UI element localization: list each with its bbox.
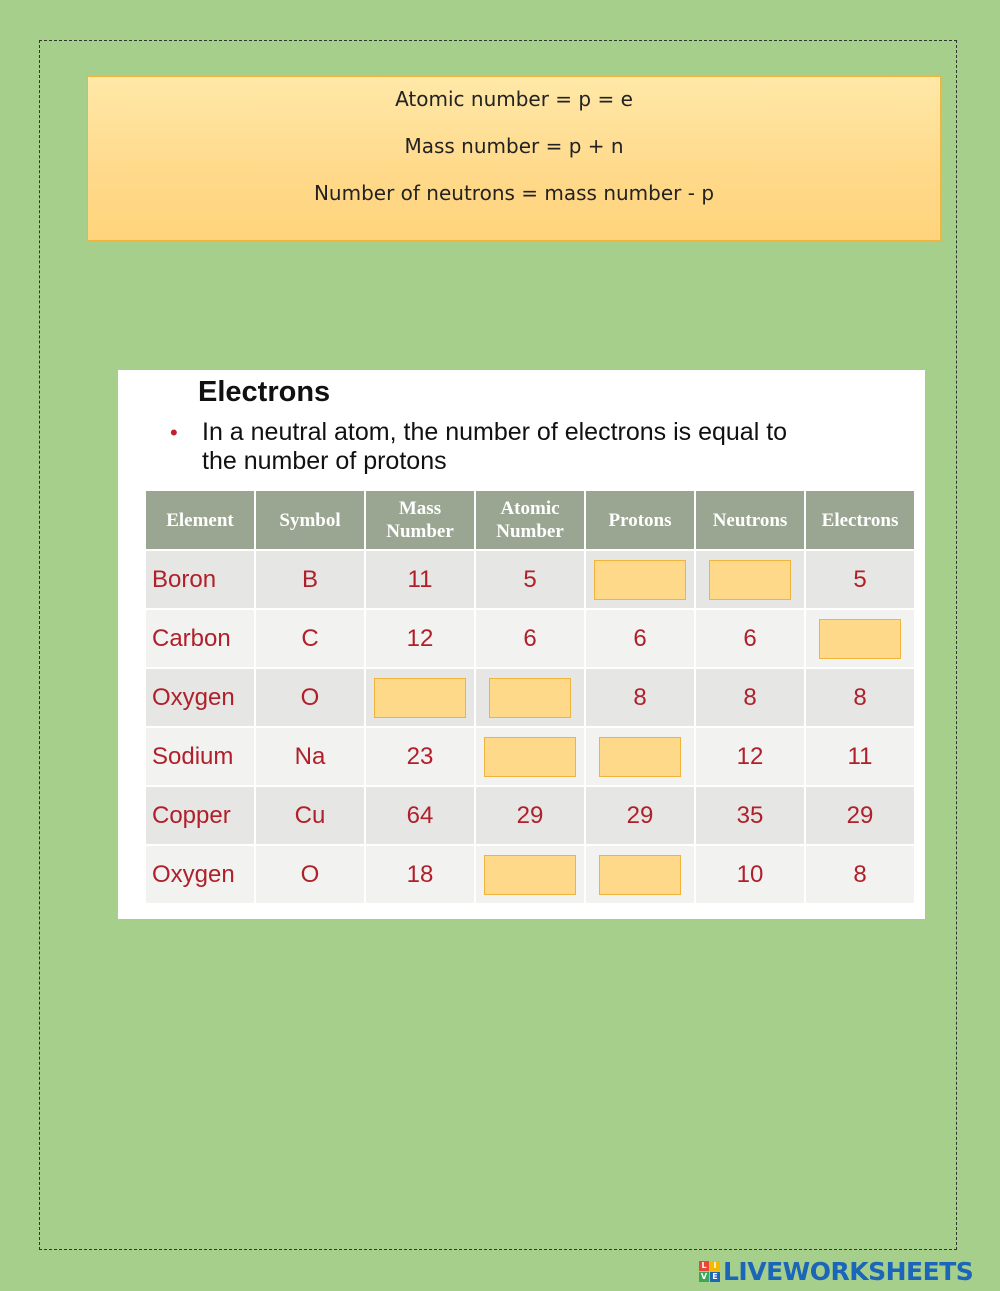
bullet-icon: •: [170, 420, 178, 445]
logo-mark-letter: E: [710, 1272, 720, 1282]
column-header: [585, 490, 695, 550]
cell-element: Carbon: [145, 609, 255, 668]
cell-atomic: 29: [475, 786, 585, 845]
logo-text: LIVEWORKSHEETS: [723, 1256, 974, 1286]
cell-mass: 11: [365, 550, 475, 609]
cell-symbol: Na: [255, 727, 365, 786]
answer-input-electrons[interactable]: [819, 619, 901, 659]
elements-table: [144, 489, 916, 905]
cell-atomic: [475, 845, 585, 904]
cell-neutrons: 6: [695, 609, 805, 668]
cell-protons: [585, 727, 695, 786]
answer-input-atomic[interactable]: [484, 855, 576, 895]
cell-symbol: Cu: [255, 786, 365, 845]
table-body: [145, 550, 915, 904]
formula-box: [87, 76, 941, 241]
table-row: [145, 845, 915, 904]
cell-electrons: 8: [805, 668, 915, 727]
column-header-line: Element: [166, 509, 234, 531]
column-header: [695, 490, 805, 550]
cell-protons: [585, 845, 695, 904]
formula-atomic-number: Atomic number = p = e: [395, 87, 633, 111]
table-row: [145, 786, 915, 845]
table-row: [145, 609, 915, 668]
answer-input-atomic[interactable]: [489, 678, 571, 718]
cell-symbol: C: [255, 609, 365, 668]
cell-mass: 12: [365, 609, 475, 668]
cell-element: Boron: [145, 550, 255, 609]
logo-mark-letter: I: [710, 1261, 720, 1271]
cell-element: Oxygen: [145, 845, 255, 904]
cell-element: Copper: [145, 786, 255, 845]
electrons-slide: [118, 370, 925, 919]
cell-atomic: [475, 727, 585, 786]
answer-input-protons[interactable]: [599, 855, 681, 895]
column-header: [145, 490, 255, 550]
answer-input-protons[interactable]: [599, 737, 681, 777]
cell-atomic: [475, 668, 585, 727]
logo-mark-icon: [699, 1261, 720, 1282]
column-header: [365, 490, 475, 550]
column-header-line: Number: [496, 521, 564, 542]
slide-title: Electrons: [198, 376, 331, 408]
cell-mass: [365, 668, 475, 727]
cell-electrons: 29: [805, 786, 915, 845]
slide-text: [202, 418, 902, 476]
cell-protons: 29: [585, 786, 695, 845]
cell-atomic: 6: [475, 609, 585, 668]
column-header: [255, 490, 365, 550]
cell-mass: 18: [365, 845, 475, 904]
cell-protons: [585, 550, 695, 609]
cell-electrons: 5: [805, 550, 915, 609]
answer-input-protons[interactable]: [594, 560, 686, 600]
cell-neutrons: 35: [695, 786, 805, 845]
formula-mass-number: Mass number = p + n: [404, 134, 624, 158]
column-header-line: Protons: [608, 509, 672, 531]
column-header-line: Mass: [398, 498, 442, 519]
formula-neutrons: Number of neutrons = mass number - p: [313, 181, 715, 205]
cell-atomic: 5: [475, 550, 585, 609]
column-header-line: Electrons: [821, 509, 899, 531]
cell-element: Sodium: [145, 727, 255, 786]
cell-mass: 64: [365, 786, 475, 845]
cell-mass: 23: [365, 727, 475, 786]
table-row: [145, 668, 915, 727]
logo-mark-letter: V: [700, 1272, 708, 1281]
cell-electrons: [805, 609, 915, 668]
column-header-line: Symbol: [279, 509, 341, 531]
slide-text-line-1: In a neutral atom, the number of electrons is equal to: [202, 418, 788, 446]
cell-neutrons: [695, 550, 805, 609]
column-header-line: Neutrons: [712, 509, 788, 531]
table-row: [145, 550, 915, 609]
cell-protons: 8: [585, 668, 695, 727]
column-header-line: Number: [386, 521, 454, 542]
cell-electrons: 8: [805, 845, 915, 904]
liveworksheets-logo: [699, 1256, 973, 1286]
cell-symbol: O: [255, 668, 365, 727]
slide-text-line-2: the number of protons: [202, 447, 447, 475]
column-header: [475, 490, 585, 550]
table-row: [145, 727, 915, 786]
column-header-line: Atomic: [500, 498, 560, 519]
answer-input-mass[interactable]: [374, 678, 466, 718]
cell-electrons: 11: [805, 727, 915, 786]
cell-neutrons: 12: [695, 727, 805, 786]
table-header-row: [145, 490, 915, 550]
column-header: [805, 490, 915, 550]
cell-neutrons: 10: [695, 845, 805, 904]
cell-element: Oxygen: [145, 668, 255, 727]
cell-symbol: B: [255, 550, 365, 609]
cell-protons: 6: [585, 609, 695, 668]
answer-input-neutrons[interactable]: [709, 560, 791, 600]
cell-neutrons: 8: [695, 668, 805, 727]
cell-symbol: O: [255, 845, 365, 904]
logo-mark-letter: L: [699, 1261, 709, 1271]
answer-input-atomic[interactable]: [484, 737, 576, 777]
